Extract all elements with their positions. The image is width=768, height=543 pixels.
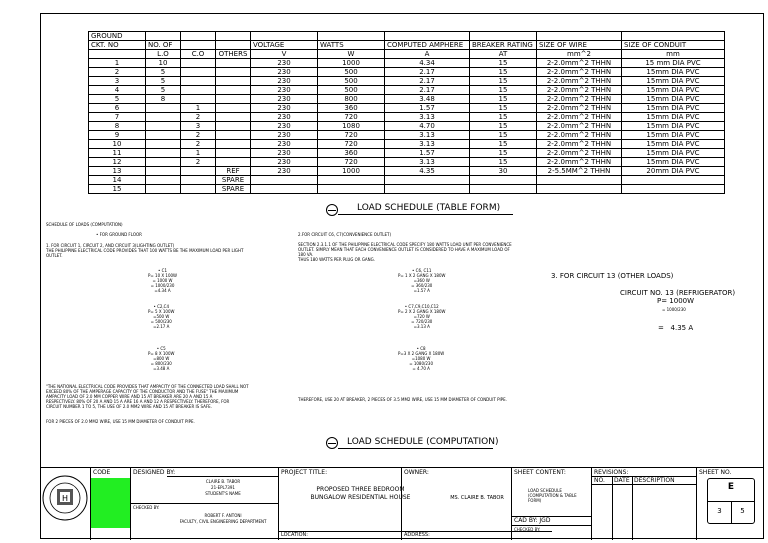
table-cell bbox=[216, 158, 251, 167]
cad-by: CAD BY: JGD bbox=[514, 517, 551, 524]
table-cell: 2 bbox=[181, 131, 216, 140]
table-cell: 360 bbox=[318, 104, 385, 113]
table-cell bbox=[216, 131, 251, 140]
table-cell: 2 bbox=[89, 68, 146, 77]
table-cell: 2.17 bbox=[385, 86, 470, 95]
table-cell: 2-2.0mm^2 THHN bbox=[537, 59, 622, 68]
section-marker-icon bbox=[326, 437, 338, 449]
table-cell: 3.13 bbox=[385, 113, 470, 122]
code-cell bbox=[90, 468, 130, 540]
table-cell: 2-2.0mm^2 THHN bbox=[537, 140, 622, 149]
checker-role: FACULTY, CIVIL ENGINEERING DEPARTMENT bbox=[179, 519, 267, 524]
table-cell: 2 bbox=[181, 158, 216, 167]
designed-by-label: DESIGNED BY: bbox=[133, 469, 176, 476]
table-cell: 15mm DIA PVC bbox=[622, 113, 725, 122]
table-cell: 2-2.0mm^2 THHN bbox=[537, 158, 622, 167]
table-cell: 5 bbox=[146, 68, 181, 77]
table-cell: 2 bbox=[181, 113, 216, 122]
table-cell: 230 bbox=[251, 122, 318, 131]
table-cell bbox=[470, 176, 537, 185]
table-cell: 3.13 bbox=[385, 140, 470, 149]
table-cell: 230 bbox=[251, 167, 318, 176]
sheet-total: 5 bbox=[740, 507, 745, 515]
checked-by-label: CHECKED BY: bbox=[133, 505, 160, 510]
table-header-cell: W bbox=[318, 50, 385, 59]
circuit3-line2: P= 1000W bbox=[657, 297, 695, 305]
title-underline bbox=[338, 214, 513, 215]
table-header-cell bbox=[251, 32, 318, 41]
table-cell: 230 bbox=[251, 86, 318, 95]
table-cell: 5 bbox=[146, 86, 181, 95]
table-cell: SPARE bbox=[216, 176, 251, 185]
table-cell: 15 bbox=[89, 185, 146, 194]
table-header-cell bbox=[385, 32, 470, 41]
table-header-cell bbox=[181, 41, 216, 50]
table-cell bbox=[216, 113, 251, 122]
table-row bbox=[89, 104, 725, 113]
table-cell: 15 bbox=[470, 86, 537, 95]
project-title-label: PROJECT TITLE: bbox=[281, 469, 328, 476]
table-cell: 2-2.0mm^2 THHN bbox=[537, 77, 622, 86]
calc-c1: • C1 P= 10 X 100W = 1000 W = 1000/230 =4.34 A bbox=[148, 268, 177, 293]
table-cell: 1 bbox=[181, 104, 216, 113]
table-cell: 15 bbox=[470, 95, 537, 104]
computation-title: LOAD SCHEDULE (COMPUTATION) bbox=[347, 437, 499, 447]
table-cell: 15mm DIA PVC bbox=[622, 149, 725, 158]
load-schedule-table bbox=[88, 31, 725, 194]
sheet-no-label: SHEET NO. bbox=[699, 469, 732, 476]
table-cell: 15mm DIA PVC bbox=[622, 158, 725, 167]
table-cell bbox=[622, 185, 725, 194]
rev-date-header: DATE bbox=[614, 477, 630, 484]
table-cell: 15mm DIA PVC bbox=[622, 131, 725, 140]
rev-description-header: DESCRIPTION bbox=[634, 477, 675, 484]
table-header-cell: WATTS bbox=[318, 41, 385, 50]
table-cell bbox=[216, 149, 251, 158]
table-header-cell: SIZE OF CONDUIT bbox=[622, 41, 725, 50]
table-cell: 15mm DIA PVC bbox=[622, 104, 725, 113]
table-header-cell: VOLTAGE bbox=[251, 41, 318, 50]
calc-c2: • C2,C4 P= 5 X 100W =500 W = 500/230 =2.17 A bbox=[148, 304, 175, 329]
circuit2-intro: SECTION 2.3.1.1 OF THE PHILIPPINE ELECTRICAL CODE SPECIFY 180 WATTS LOAD UNIT PER CONVENIENCE OUTLET. SIMPLY MEAN THAT EACH CONVENIENCE OUTLET IS CONSIDERED TO HAVE A MAXIMUM LOAD OF 180 VA. THUS 180 WATTS PER PLUG OR GANG. bbox=[298, 242, 512, 262]
table-cell: 4.70 bbox=[385, 122, 470, 131]
table-cell: 3 bbox=[89, 77, 146, 86]
table-cell bbox=[216, 68, 251, 77]
table-row bbox=[89, 167, 725, 176]
computation-heading: SCHEDULE OF LOADS (COMPUTATION) bbox=[46, 222, 123, 227]
circuit2-heading: 2.FOR CIRCUIT C6, C7(CONVENIENCE OUTLET) bbox=[298, 232, 392, 237]
sheet-number-cell bbox=[696, 468, 764, 540]
table-cell: 2-5.5MM^2 THHN bbox=[537, 167, 622, 176]
table-form-title: LOAD SCHEDULE (TABLE FORM) bbox=[357, 203, 501, 213]
table-cell: 1000 bbox=[318, 167, 385, 176]
table-header-cell bbox=[146, 32, 181, 41]
title-block bbox=[40, 467, 764, 540]
table-cell: 2.17 bbox=[385, 77, 470, 86]
circuit3-line1: CIRCUIT NO. 13 (REFRIGERATOR) bbox=[620, 289, 736, 297]
table-cell bbox=[216, 104, 251, 113]
table-cell: 15 bbox=[470, 68, 537, 77]
logo-cell bbox=[40, 468, 90, 540]
table-cell: 720 bbox=[318, 131, 385, 140]
table-cell bbox=[537, 176, 622, 185]
table-cell: 800 bbox=[318, 95, 385, 104]
table-cell: 15 bbox=[470, 122, 537, 131]
table-cell bbox=[146, 167, 181, 176]
table-cell: 1 bbox=[89, 59, 146, 68]
table-cell bbox=[181, 95, 216, 104]
table-cell: 15 bbox=[470, 131, 537, 140]
table-cell: 4.34 bbox=[385, 59, 470, 68]
code-label: CODE bbox=[93, 469, 111, 476]
table-cell bbox=[216, 95, 251, 104]
table-cell: 1 bbox=[181, 149, 216, 158]
table-cell: 2-2.0mm^2 THHN bbox=[537, 149, 622, 158]
table-cell: 12 bbox=[89, 158, 146, 167]
table-cell: 2.17 bbox=[385, 68, 470, 77]
table-cell: 15mm DIA PVC bbox=[622, 140, 725, 149]
table-cell: 9 bbox=[89, 131, 146, 140]
table-row bbox=[89, 185, 725, 194]
table-cell: 2-2.0mm^2 THHN bbox=[537, 113, 622, 122]
table-cell: 3 bbox=[181, 122, 216, 131]
table-header-cell: mm^2 bbox=[537, 50, 622, 59]
address-label: ADDRESS: bbox=[404, 532, 430, 538]
checked-by-label-2: CHECKED BY: bbox=[514, 527, 541, 532]
table-row bbox=[89, 176, 725, 185]
table-header-cell bbox=[622, 32, 725, 41]
designed-by-cell bbox=[130, 468, 278, 540]
table-cell: 8 bbox=[146, 95, 181, 104]
table-cell: 230 bbox=[251, 149, 318, 158]
table-cell: 15 bbox=[470, 140, 537, 149]
table-cell bbox=[181, 167, 216, 176]
table-cell: 500 bbox=[318, 77, 385, 86]
table-cell: 15mm DIA PVC bbox=[622, 95, 725, 104]
table-cell: 15mm DIA PVC bbox=[622, 68, 725, 77]
table-cell bbox=[146, 104, 181, 113]
section-marker-icon bbox=[326, 204, 338, 216]
revisions-cell bbox=[591, 468, 696, 540]
table-cell: 15mm DIA PVC bbox=[622, 86, 725, 95]
table-cell: 4.35 bbox=[385, 167, 470, 176]
table-cell bbox=[146, 113, 181, 122]
title-underline bbox=[338, 448, 493, 449]
table-cell: 230 bbox=[251, 140, 318, 149]
designer-id: 21-EPL7391 bbox=[211, 485, 235, 490]
table-cell: 230 bbox=[251, 113, 318, 122]
table-cell: 1.57 bbox=[385, 149, 470, 158]
table-cell: 1080 bbox=[318, 122, 385, 131]
designer-role: STUDENT'S NAME bbox=[205, 491, 241, 496]
table-cell: 230 bbox=[251, 95, 318, 104]
table-cell bbox=[146, 122, 181, 131]
table-cell bbox=[146, 149, 181, 158]
school-seal-icon bbox=[40, 473, 90, 523]
table-header-cell bbox=[216, 41, 251, 50]
table-cell: 720 bbox=[318, 113, 385, 122]
table-row bbox=[89, 113, 725, 122]
table-cell: 15 bbox=[470, 113, 537, 122]
table-cell: 5 bbox=[146, 77, 181, 86]
table-cell: 2-2.0mm^2 THHN bbox=[537, 95, 622, 104]
table-header-cell: BREAKER RATING bbox=[470, 41, 537, 50]
table-row bbox=[89, 140, 725, 149]
table-header-cell bbox=[470, 32, 537, 41]
revisions-label: REVISIONS: bbox=[594, 469, 629, 476]
table-header-cell: SIZE OF WIRE bbox=[537, 41, 622, 50]
table-cell bbox=[146, 158, 181, 167]
table-header-cell bbox=[181, 32, 216, 41]
table-cell: 2-2.0mm^2 THHN bbox=[537, 104, 622, 113]
table-cell bbox=[216, 140, 251, 149]
table-header-cell bbox=[89, 50, 146, 59]
table-cell: 15 bbox=[470, 158, 537, 167]
table-cell: 230 bbox=[251, 77, 318, 86]
calc-c5: • C5 P= 8 X 100W =800 W = 800/230 =3.48 A bbox=[148, 346, 175, 371]
table-header-cell: V bbox=[251, 50, 318, 59]
table-header-cell: L.O bbox=[146, 50, 181, 59]
table-cell: 2-2.0mm^2 THHN bbox=[537, 122, 622, 131]
table-cell: 1000 bbox=[318, 59, 385, 68]
circuit3-fraction: = 1000/230 bbox=[662, 307, 686, 312]
table-cell: 10 bbox=[146, 59, 181, 68]
table-header-cell: COMPUTED AMPHERE bbox=[385, 41, 470, 50]
project-title: PROPOSED THREE BEDROOM BUNGALOW RESIDENTIAL HOUSE bbox=[310, 486, 411, 501]
location-label: LOCATION: bbox=[281, 532, 308, 538]
table-cell: 2-2.0mm^2 THHN bbox=[537, 68, 622, 77]
table-cell: 1.57 bbox=[385, 104, 470, 113]
table-cell: 720 bbox=[318, 158, 385, 167]
sheet-content: LOAD SCHEDULE (COMPUTATION & TABLE FORM) bbox=[528, 488, 577, 503]
table-header-cell: mm bbox=[622, 50, 725, 59]
table-cell bbox=[385, 185, 470, 194]
table-cell bbox=[181, 77, 216, 86]
table-header-ground bbox=[89, 32, 725, 41]
svg-text:H: H bbox=[61, 494, 69, 503]
table-cell: 15mm DIA PVC bbox=[622, 77, 725, 86]
table-cell: 230 bbox=[251, 68, 318, 77]
table-header-cell: OTHERS bbox=[216, 50, 251, 59]
table-cell bbox=[146, 140, 181, 149]
table-cell: 6 bbox=[89, 104, 146, 113]
table-cell bbox=[251, 176, 318, 185]
table-cell: 13 bbox=[89, 167, 146, 176]
table-row bbox=[89, 149, 725, 158]
table-cell: 2-2.0mm^2 THHN bbox=[537, 86, 622, 95]
table-cell: 7 bbox=[89, 113, 146, 122]
table-cell: 15 bbox=[470, 77, 537, 86]
checker-name: ROBERT F. ANTONI bbox=[204, 513, 242, 518]
table-header-units bbox=[89, 50, 725, 59]
ground-floor-label: • FOR GROUND FLOOR bbox=[96, 232, 142, 237]
table-cell: 14 bbox=[89, 176, 146, 185]
table-cell: 10 bbox=[89, 140, 146, 149]
sheet-content-cell bbox=[511, 468, 591, 540]
table-cell bbox=[146, 131, 181, 140]
table-cell bbox=[216, 122, 251, 131]
table-cell: 15 bbox=[470, 59, 537, 68]
code-color-box bbox=[91, 478, 130, 528]
table-header-cell bbox=[537, 32, 622, 41]
table-cell bbox=[622, 176, 725, 185]
table-header-cell: AT bbox=[470, 50, 537, 59]
table-cell bbox=[251, 185, 318, 194]
table-cell: 2-2.0mm^2 THHN bbox=[537, 131, 622, 140]
circuit3-result: = 4.35 A bbox=[658, 324, 694, 332]
owner-name: MS. CLAIRE B. TABOR bbox=[450, 495, 504, 501]
table-cell bbox=[470, 185, 537, 194]
table-cell: 720 bbox=[318, 140, 385, 149]
table-row bbox=[89, 122, 725, 131]
sheet-badge bbox=[707, 478, 755, 524]
table-cell: 3.48 bbox=[385, 95, 470, 104]
table-row bbox=[89, 131, 725, 140]
table-cell: 2 bbox=[181, 140, 216, 149]
sheet-content-label: SHEET CONTENT: bbox=[514, 469, 566, 476]
owner-label: OWNER: bbox=[404, 469, 429, 476]
circuit1-intro: 1. FOR CIRCUIT 1, CIRCUIT 2, AND CIRCUIT 3(LIGHTING OUTLET) THE PHILIPPINE ELECTRICAL CODE PROVIDES THAT 100 WATTS BE THE MAXIMUM LOAD PER LIGHT OUTLET. bbox=[46, 243, 244, 258]
calc-c7: • C7,C9,C10,C12 P= 2 X 2 GANG X 180W =720 W = 720/230 =3.13 A bbox=[398, 304, 446, 329]
table-cell bbox=[318, 176, 385, 185]
table-row bbox=[89, 158, 725, 167]
sheet-letter: E bbox=[727, 482, 735, 492]
left-footnote: FOR 2 PIECES OF 2.0 MM2 WIRE, USE 15 MM DIAMETER OF CONDUIT PIPE. bbox=[46, 419, 195, 424]
table-row bbox=[89, 86, 725, 95]
table-cell: 230 bbox=[251, 131, 318, 140]
table-header-cell bbox=[216, 32, 251, 41]
table-cell: 5 bbox=[89, 95, 146, 104]
table-header-row bbox=[89, 41, 725, 50]
nec-note: "THE NATIONAL ELECTRICAL CODE PROVIDES THAT AMPACITY OF THE CONNECTED LOAD SHALL NOT EXCEED 80% OF THE AMPERAGE CAPACITY OF THE CONDUCTOR AND THE FUSE" THE MAXIMUM AMPACITY LOAD OF 2.0 MM COPPER WIRE AND 15 AT BREAKER ARE 20 A AND 15 A RESPECTIVELY. 80% OF 20 A AND 15 A ARE 16 A AND 12 A RESPECTIVELY. THEREFORE, FOR CIRCUIT NUMBER 1 TO 5, THE USE OF 2.0 MM2 WIRE AND 15 AT BREAKER IS SAFE. bbox=[46, 384, 249, 409]
table-cell: 230 bbox=[251, 158, 318, 167]
table-cell: 4 bbox=[89, 86, 146, 95]
table-cell: 8 bbox=[89, 122, 146, 131]
table-cell bbox=[216, 59, 251, 68]
table-header-cell: CKT. NO bbox=[89, 41, 146, 50]
table-cell: 230 bbox=[251, 59, 318, 68]
table-header-cell: A bbox=[385, 50, 470, 59]
table-cell: 500 bbox=[318, 86, 385, 95]
table-cell: 360 bbox=[318, 149, 385, 158]
table-header-cell: GROUND bbox=[89, 32, 146, 41]
table-cell bbox=[181, 59, 216, 68]
table-cell: 500 bbox=[318, 68, 385, 77]
middle-footnote: THEREFORE, USE 20 AT BREAKER, 2 PIECES OF 3.5 MM2 WIRE, USE 15 MM DIAMETER OF CONDUIT PIPE. bbox=[298, 397, 507, 402]
table-cell: 20mm DIA PVC bbox=[622, 167, 725, 176]
rev-no-header: NO. bbox=[594, 477, 605, 484]
table-cell bbox=[146, 176, 181, 185]
table-cell bbox=[181, 68, 216, 77]
table-cell: 30 bbox=[470, 167, 537, 176]
table-cell bbox=[385, 176, 470, 185]
table-row bbox=[89, 77, 725, 86]
designer-name: CLAIRE B. TABOR bbox=[205, 479, 241, 484]
table-row bbox=[89, 68, 725, 77]
table-cell: 11 bbox=[89, 149, 146, 158]
table-cell bbox=[216, 77, 251, 86]
table-row bbox=[89, 59, 725, 68]
table-header-cell: NO. OF bbox=[146, 41, 181, 50]
table-cell: 230 bbox=[251, 104, 318, 113]
table-cell bbox=[146, 185, 181, 194]
table-cell bbox=[537, 185, 622, 194]
table-cell bbox=[181, 86, 216, 95]
table-cell: REF bbox=[216, 167, 251, 176]
table-cell: 3.13 bbox=[385, 158, 470, 167]
table-header-cell: C.O bbox=[181, 50, 216, 59]
table-cell bbox=[181, 176, 216, 185]
sheet-number: 3 bbox=[717, 507, 722, 515]
table-cell bbox=[181, 185, 216, 194]
table-cell bbox=[216, 86, 251, 95]
calc-c8: • C8 P=3 X 2 GANG X 180W =1080 W = 1080/230 = 4.70 A bbox=[398, 346, 445, 371]
table-cell: 3.13 bbox=[385, 131, 470, 140]
circuit3-heading: 3. FOR CIRCUIT 13 (OTHER LOADS) bbox=[551, 272, 674, 280]
table-cell: 15 mm DIA PVC bbox=[622, 59, 725, 68]
table-cell: SPARE bbox=[216, 185, 251, 194]
table-cell: 15 bbox=[470, 104, 537, 113]
calc-c6: • C6, C11 P= 1 X 2 GANG X 180W =360 W = 360/230 =1.57 A bbox=[398, 268, 446, 293]
table-cell: 15 bbox=[470, 149, 537, 158]
table-header-cell bbox=[318, 32, 385, 41]
table-cell bbox=[318, 185, 385, 194]
table-row bbox=[89, 95, 725, 104]
table-cell: 15mm DIA PVC bbox=[622, 122, 725, 131]
